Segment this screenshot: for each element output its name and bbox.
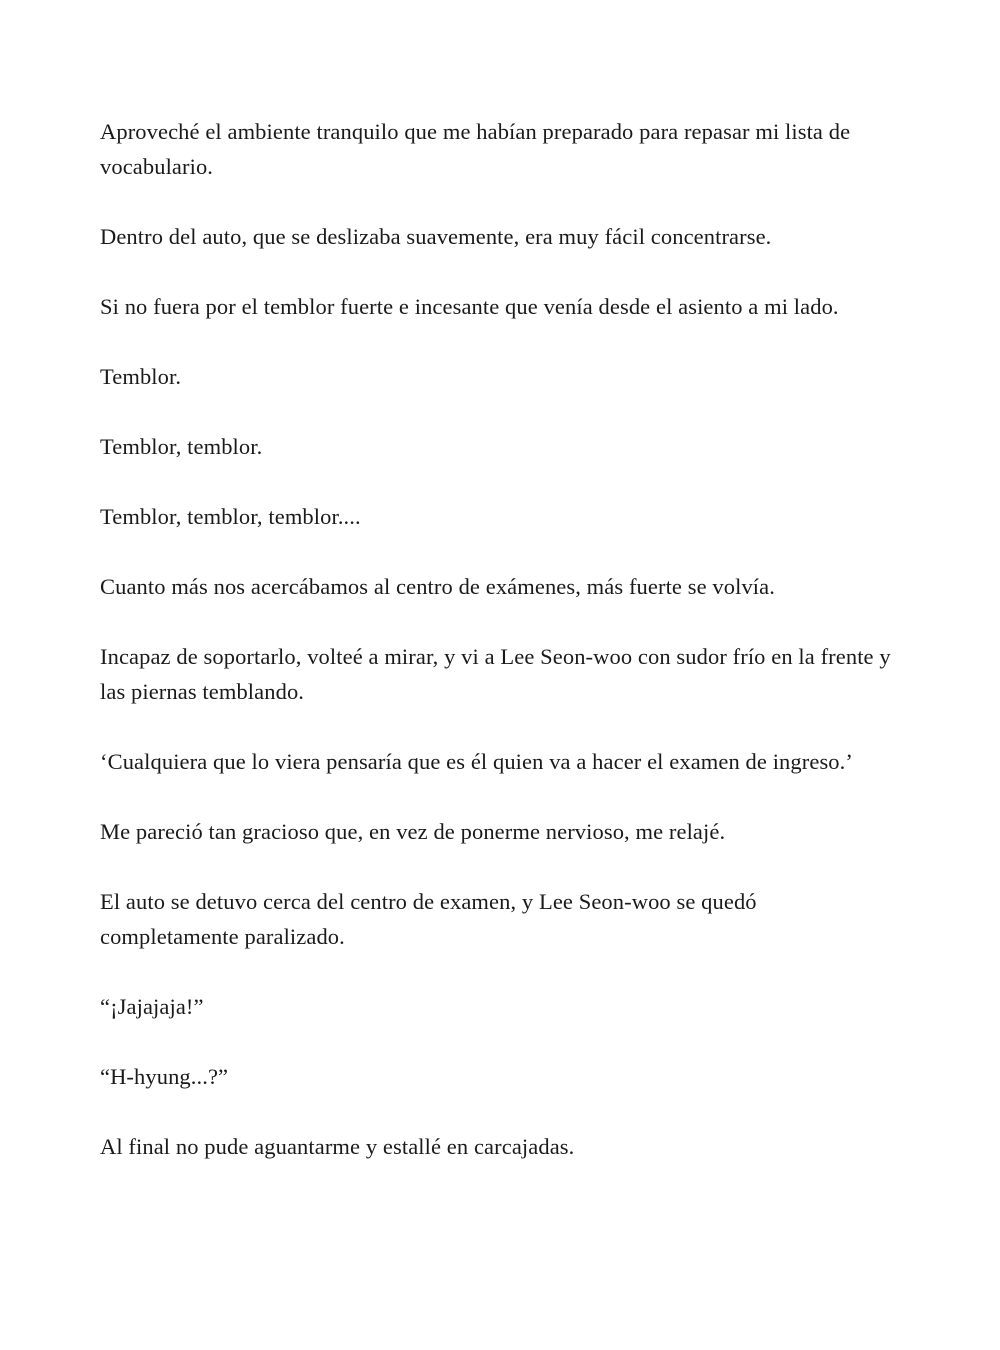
dialogue-line: “¡Jajajaja!” [100, 994, 204, 1019]
paragraph: Si no fuera por el temblor fuerte e incesante que venía desde el asiento a mi lado. [100, 294, 839, 319]
paragraph: Me pareció tan gracioso que, en vez de ponerme nervioso, me relajé. [100, 819, 726, 844]
paragraph: El auto se detuvo cerca del centro de examen, y Lee Seon-woo se quedó completamente paralizado. [100, 889, 757, 949]
paragraph: ‘Cualquiera que lo viera pensaría que es él quien va a hacer el examen de ingreso.’ [100, 749, 853, 774]
paragraph: Temblor. [100, 364, 182, 389]
paragraph: Temblor, temblor, temblor.... [100, 504, 361, 529]
paragraph: Dentro del auto, que se deslizaba suavemente, era muy fácil concentrarse. [100, 224, 772, 249]
paragraph: Aproveché el ambiente tranquilo que me habían preparado para repasar mi lista de vocabulario. [100, 119, 851, 179]
paragraph: Incapaz de soportarlo, volteé a mirar, y vi a Lee Seon-woo con sudor frío en la frente y las piernas temblando. [100, 644, 891, 704]
dialogue-line: “H-hyung...?” [100, 1064, 229, 1089]
paragraph: Al final no pude aguantarme y estallé en carcajadas. [100, 1134, 575, 1159]
paragraph: Temblor, temblor. [100, 434, 263, 459]
paragraph: Cuanto más nos acercábamos al centro de exámenes, más fuerte se volvía. [100, 574, 775, 599]
